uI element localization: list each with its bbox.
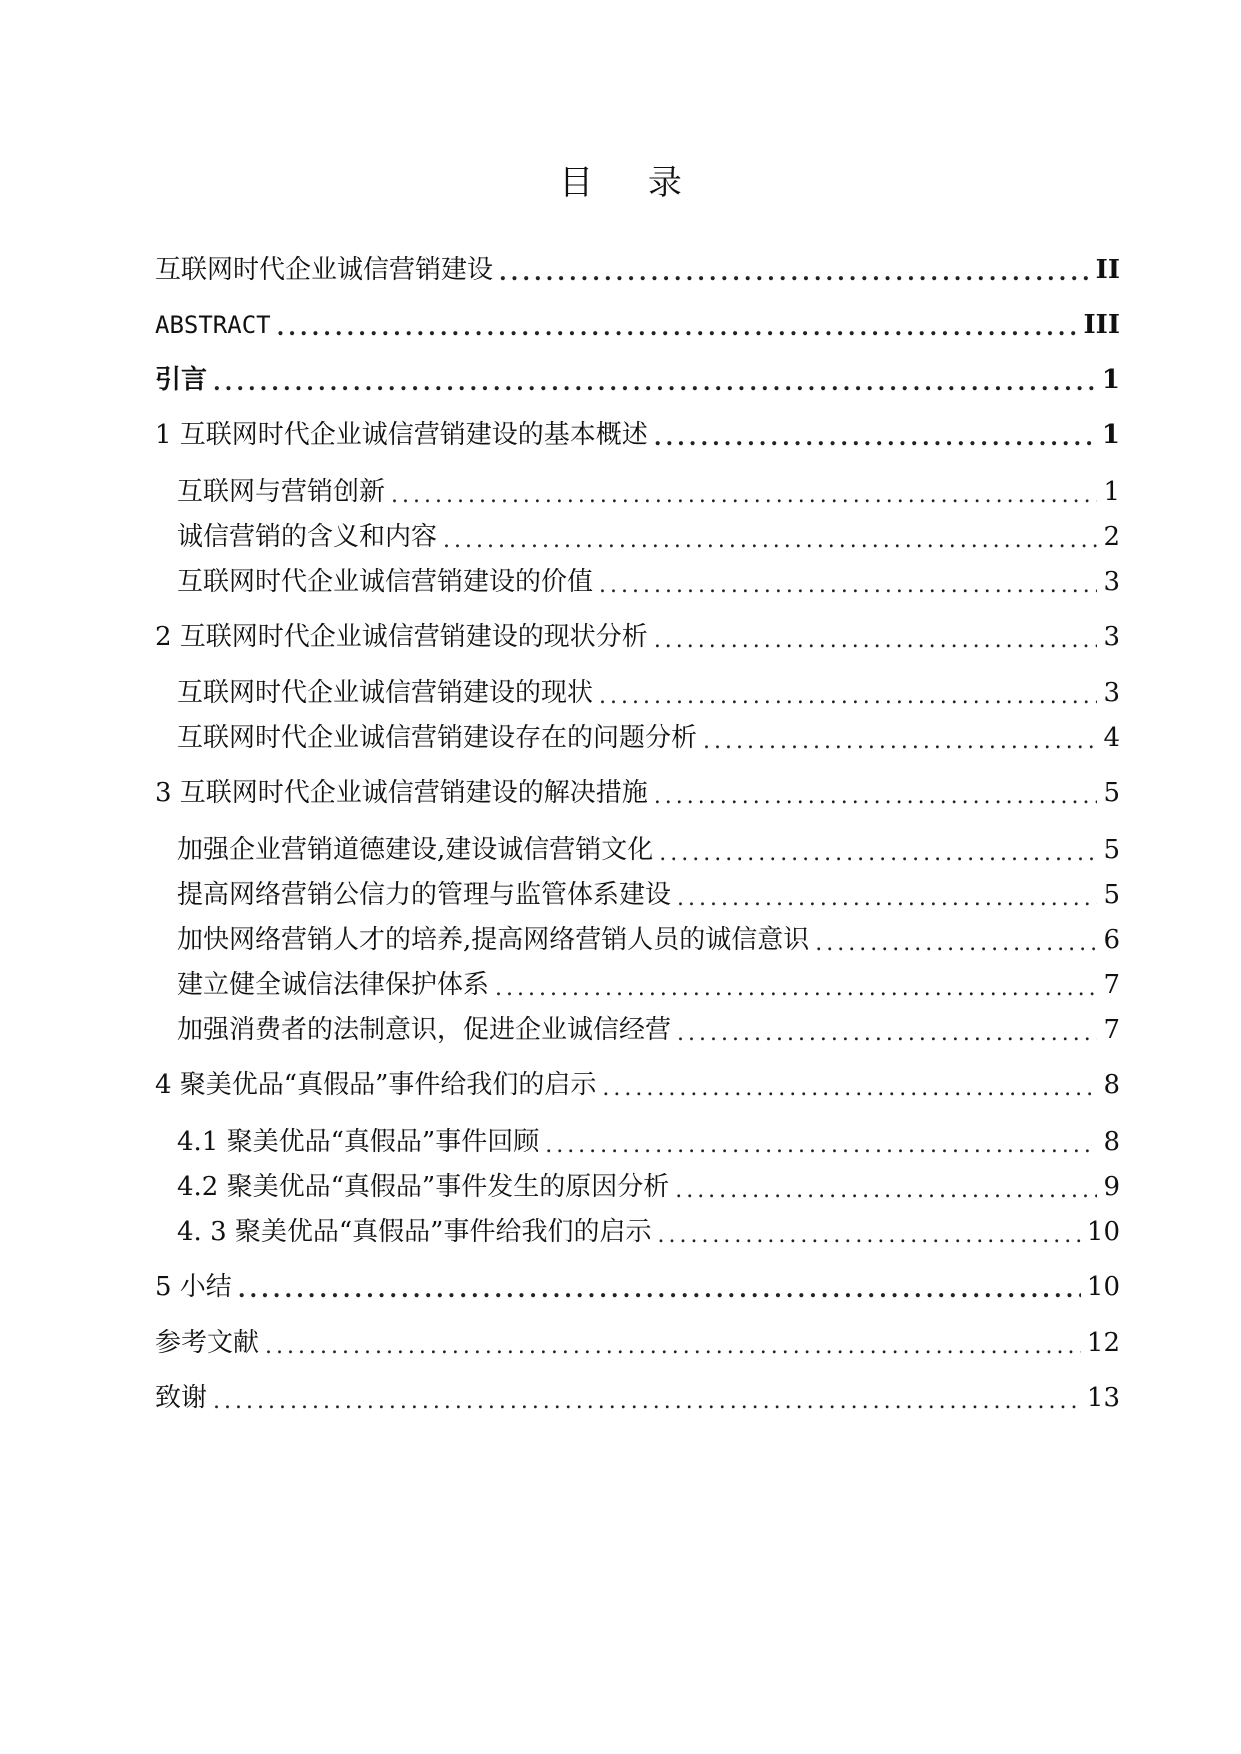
dot-leader xyxy=(599,566,1097,606)
toc-entry-title: 加快网络营销人才的培养,提高网络营销人员的诚信意识 xyxy=(177,925,810,955)
toc-entry-title: 致谢 xyxy=(155,1383,208,1413)
toc-entry-title: 4. 3 聚美优品“真假品”事件给我们的启示 xyxy=(177,1217,652,1247)
toc-entry-page: 1 xyxy=(1101,420,1120,450)
dot-leader xyxy=(602,1069,1097,1109)
toc-entry-page: 7 xyxy=(1103,1015,1120,1045)
dot-leader xyxy=(599,677,1097,717)
page-title: 目 录 xyxy=(559,163,704,203)
toc-entry[interactable] xyxy=(177,875,1120,917)
toc-entry-page: 7 xyxy=(1103,970,1120,1000)
toc-entry-title: 4.1 聚美优品“真假品”事件回顾 xyxy=(177,1127,540,1157)
toc-entry[interactable] xyxy=(155,1378,1120,1420)
dot-leader xyxy=(654,621,1098,661)
toc-entry-page: 1 xyxy=(1103,477,1120,507)
dot-leader xyxy=(703,722,1097,762)
toc-entry-page: 3 xyxy=(1103,567,1120,597)
toc-entry[interactable] xyxy=(177,1212,1120,1254)
toc-entry[interactable] xyxy=(155,1323,1120,1365)
dot-leader xyxy=(659,834,1097,874)
dot-leader xyxy=(213,1382,1081,1422)
dot-leader xyxy=(815,924,1097,964)
toc-entry-title: 5 小结 xyxy=(155,1272,232,1302)
dot-leader xyxy=(499,253,1090,293)
dot-leader xyxy=(277,308,1078,348)
toc-entry[interactable] xyxy=(155,1267,1120,1308)
dot-leader xyxy=(443,521,1097,561)
toc-entry-page: 5 xyxy=(1103,835,1120,865)
toc-entry-page: 3 xyxy=(1103,622,1120,652)
toc-entry[interactable] xyxy=(155,1065,1120,1107)
toc-entry[interactable] xyxy=(177,673,1120,715)
toc-entry-page: 12 xyxy=(1086,1328,1120,1358)
toc-entry-title: 参考文献 xyxy=(155,1328,260,1358)
toc-entry[interactable] xyxy=(155,305,1120,346)
table-of-contents xyxy=(155,0,1120,1754)
dot-leader xyxy=(677,1014,1097,1054)
toc-entry[interactable] xyxy=(177,517,1120,559)
toc-entry-title: 互联网与营销创新 xyxy=(177,477,386,507)
toc-entry-page: 8 xyxy=(1103,1070,1120,1100)
toc-entry-page: 2 xyxy=(1103,522,1120,552)
toc-entry[interactable] xyxy=(177,718,1120,760)
toc-entry-title: 2 互联网时代企业诚信营销建设的现状分析 xyxy=(155,622,648,652)
toc-entry-page: 13 xyxy=(1086,1383,1120,1413)
toc-entry-page: III xyxy=(1083,310,1120,340)
dot-leader xyxy=(654,777,1098,817)
toc-entry-title: 互联网时代企业诚信营销建设 xyxy=(155,255,494,285)
toc-entry-page: 4 xyxy=(1103,723,1120,753)
toc-entry[interactable] xyxy=(177,562,1120,604)
toc-entry-page: 5 xyxy=(1103,880,1120,910)
toc-entry[interactable] xyxy=(155,360,1120,401)
toc-entry-page: 3 xyxy=(1103,678,1120,708)
toc-entry[interactable] xyxy=(177,1010,1120,1052)
toc-entry[interactable] xyxy=(155,250,1120,291)
dot-leader xyxy=(677,879,1097,919)
toc-entry[interactable] xyxy=(177,830,1120,872)
toc-entry-title: 互联网时代企业诚信营销建设存在的问题分析 xyxy=(177,723,698,753)
dot-leader xyxy=(213,363,1096,403)
toc-entry-title: 3 互联网时代企业诚信营销建设的解决措施 xyxy=(155,778,648,808)
toc-entry[interactable] xyxy=(177,920,1120,962)
toc-entry[interactable] xyxy=(155,415,1120,456)
toc-entry[interactable] xyxy=(155,617,1120,659)
toc-entry-page: 1 xyxy=(1101,365,1120,395)
toc-entry-page: 8 xyxy=(1103,1127,1120,1157)
toc-entry[interactable] xyxy=(177,965,1120,1007)
toc-entry-page: 9 xyxy=(1103,1172,1120,1202)
dot-leader xyxy=(265,1327,1081,1367)
toc-entry-page: II xyxy=(1095,255,1120,285)
dot-leader xyxy=(495,969,1097,1009)
toc-entry-page: 10 xyxy=(1086,1217,1120,1247)
toc-entry-title: ABSTRACT xyxy=(155,311,271,339)
dot-leader xyxy=(657,1216,1080,1256)
toc-entry-title: 提高网络营销公信力的管理与监管体系建设 xyxy=(177,880,672,910)
toc-entry[interactable] xyxy=(177,1167,1120,1209)
toc-entry-title: 互联网时代企业诚信营销建设的价值 xyxy=(177,567,594,597)
toc-entry-title: 加强企业营销道德建设,建设诚信营销文化 xyxy=(177,835,654,865)
dot-leader xyxy=(238,1270,1081,1310)
toc-entry-page: 10 xyxy=(1086,1272,1120,1302)
toc-entry-title: 互联网时代企业诚信营销建设的现状 xyxy=(177,678,594,708)
toc-entry-title: 诚信营销的含义和内容 xyxy=(177,522,438,552)
toc-entry-title: 引言 xyxy=(155,365,208,395)
dot-leader xyxy=(391,476,1097,516)
toc-entry-title: 1 互联网时代企业诚信营销建设的基本概述 xyxy=(155,420,648,450)
toc-entry[interactable] xyxy=(177,1122,1120,1164)
dot-leader xyxy=(654,418,1096,458)
toc-entry-title: 4.2 聚美优品“真假品”事件发生的原因分析 xyxy=(177,1172,670,1202)
dot-leader xyxy=(545,1126,1097,1166)
toc-entry-title: 建立健全诚信法律保护体系 xyxy=(177,970,490,1000)
toc-entry-title: 4 聚美优品“真假品”事件给我们的启示 xyxy=(155,1070,597,1100)
toc-entry-page: 5 xyxy=(1103,778,1120,808)
toc-entry[interactable] xyxy=(155,773,1120,815)
toc-entry-page: 6 xyxy=(1103,925,1120,955)
dot-leader xyxy=(675,1171,1097,1211)
toc-entry[interactable] xyxy=(177,472,1120,514)
toc-entry-title: 加强消费者的法制意识，促进企业诚信经营 xyxy=(177,1015,672,1045)
